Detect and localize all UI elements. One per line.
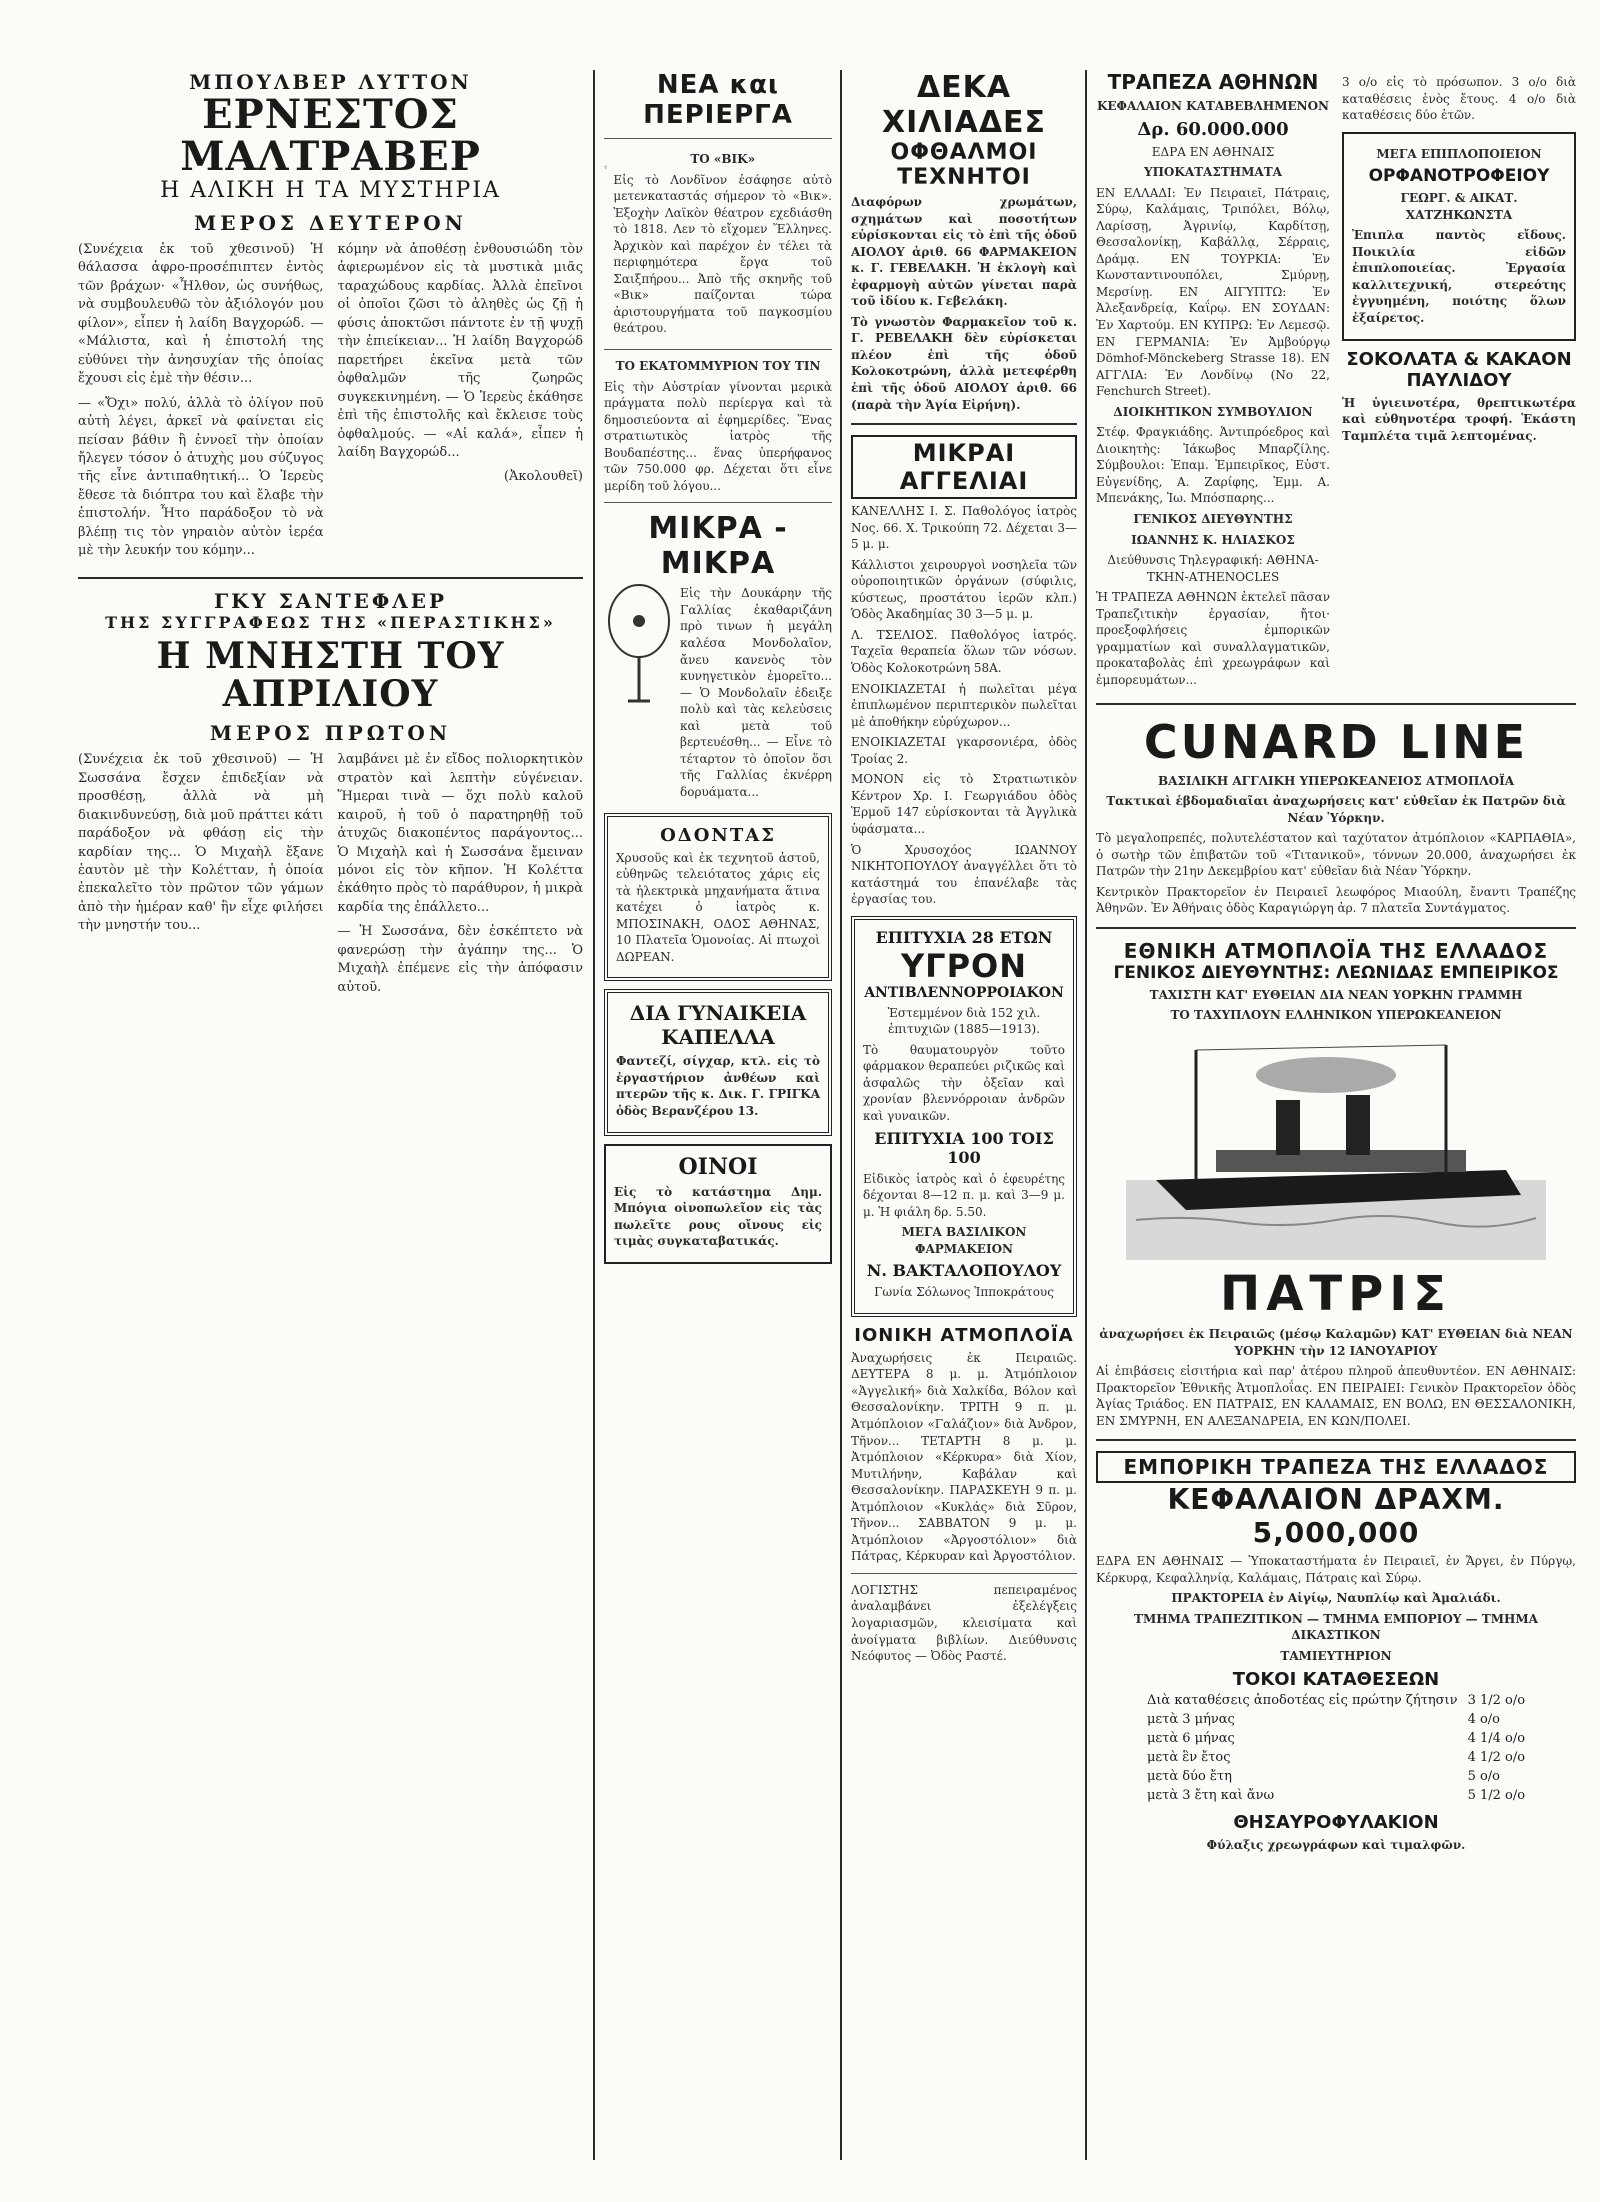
- serial-title: ΕΡΝΕΣΤΟΣ ΜΑΛΤΡΑΒΕΡ: [180, 91, 481, 180]
- ad-subtitle: ΚΕΦΑΛΑΙΟΝ ΚΑΤΑΒΕΒΛΗΜΕΝΟΝ: [1096, 99, 1330, 113]
- cunard-text: Τὸ μεγαλοπρεπές, πολυτελέστατον καὶ ταχύτατον ἀτμόπλοιον «ΚΑΡΠΑΘΙΑ», ὁ σωτὴρ τῶν ἐπιβατῶν τοῦ «Τιτανικοῦ», τόννων 20.000, ἀναχωρήσει ἐκ Πατρῶν τὴν 21ην Δεκεμβρίου κατ' εὐθεῖαν διὰ Νέαν Ὑόρκην.: [1096, 831, 1576, 879]
- divider: [851, 1573, 1077, 1574]
- bank-seat: ΕΔΡΑ ΕΝ ΑΘΗΝΑΙΣ: [1151, 144, 1275, 159]
- emporiki-seat: ΕΔΡΑ ΕΝ ΑΘΗΝΑΙΣ — Ὑποκαταστήματα ἐν Πειραιεῖ, ἐν Ἄργει, ἐν Πύργῳ, Κέρκυρᾳ, Κεφαλληνίᾳ, Καλάμαις, Πάτραις καὶ Σύρῳ.: [1096, 1554, 1576, 1585]
- section-heading: ΓΕΝΙΚΟΣ ΔΙΕΥΘΥΝΤΗΣ: [1133, 512, 1293, 527]
- national-line-sub: ΤΟ ΤΑΧΥΠΛΟΥΝ ΕΛΛΗΝΙΚΟΝ ΥΠΕΡΩΚΕΑΝΕΙΟΝ: [1170, 1008, 1502, 1023]
- ad-title: ΟΡΦΑΝΟΤΡΟΦΕΙΟΥ: [1368, 166, 1550, 187]
- patris-subtitle: ἀναχωρήσει ἐκ Πειραιῶς (μέσῳ Καλαμῶν) ΚΑΤ' ΕΥΘΕΙΑΝ διὰ ΝΕΑΝ ΥΟΡΚΗΝ τὴν 12 ΙΑΝΟΥΑΡΙΟΥ: [1099, 1326, 1573, 1358]
- news-item-text: Εἰς τὴν Αὐστρίαν γίνονται μερικὰ πράγματα πολὺ περίεργα καὶ τὰ δημοσιεύοντα αἱ ἐφημερίδες. Ἕνας στρατιωτικὸς ἰατρὸς τῆς Βουδαπέστης... ἕνας ὑπερήφανος τῶν 750.000 φρ. Δέχεται ὅτι εἶνε μερίδη τοῦ λόγου...: [604, 379, 832, 493]
- interest-rate: 4 1/2 ο/ο: [1467, 1749, 1526, 1765]
- furniture-ad: [1342, 132, 1576, 341]
- author-kicker: ΜΠΟΥΛΒΕΡ ΛΥΤΤΟΝ: [189, 70, 472, 94]
- steamship-illustration: [1126, 1030, 1546, 1260]
- column-rule: [593, 70, 595, 2160]
- interest-term: μετὰ 3 ἔτη καὶ ἄνω: [1146, 1787, 1275, 1803]
- interest-heading: ΤΟΚΟΙ ΚΑΤΑΘΕΣΕΩΝ: [1232, 1668, 1440, 1690]
- author-kicker: ΓΚΥ ΣΑΝΤΕΦΛΕΡ: [213, 588, 448, 613]
- shipping-schedule: Ἀναχωρήσεις ἐκ Πειραιῶς. ΔΕΥΤΕΡΑ 8 μ. μ. Ἀτμόπλοιον «Ἀγγελική» διὰ Χαλκίδα, Βόλον καὶ Θεσσαλονίκην. ΤΡΙΤΗ 9 π. μ. Ἀτμόπλοιον «Γαλάζιον» διὰ Ἀνδρον, Τῆνον... ΤΕΤΑΡΤΗ 8 μ. μ. Ἀτμόπλοιον «Κέρκυρα» διὰ Χίον, Μυτιλήνην, Καβάλαν καὶ Θεσσαλονίκην. ΠΑΡΑΣΚΕΥΗ 9 π. μ. Ἀτμόπλοιον «Κυκλάς» διὰ Σῦρον, Τῆνον... ΣΑΒΒΑΤΟΝ 9 μ. μ. Ἀτμόπλοιον «Ἀργοστόλιον» διὰ Πάτρας, Κέρκυραν καὶ Ἀργοστόλιον.: [851, 1350, 1077, 1564]
- shipping-title: ΙΟΝΙΚΗ ΑΤΜΟΠΛΟΪΑ: [854, 1324, 1074, 1346]
- bank-and-ads: [1096, 70, 1576, 693]
- author-note: ΤΗΣ ΣΥΓΓΡΑΦΕΩΣ ΤΗΣ «ΠΕΡΑΣΤΙΚΗΣ»: [105, 612, 556, 632]
- bank-capital: Δρ. 60.000.000: [1137, 118, 1289, 140]
- ad-text: Εἰς τὸ κατάστημα Δημ. Μπόγια οἰνοπωλεῖον εἰς τὰς πωλεῖτε ρους οἴνους εἰς τιμὰς συγκαταβατικάς.: [614, 1184, 822, 1249]
- divider: [604, 502, 832, 503]
- national-line-title: ΕΘΝΙΚΗ ΑΤΜΟΠΛΟΪΑ ΤΗΣ ΕΛΛΑΔΟΣ: [1123, 938, 1549, 963]
- column-rule: [1085, 70, 1087, 2160]
- news-item-title: ΤΟ ΕΚΑΤΟΜΜΥΡΙΟΝ ΤΟΥ ΤΙΝ: [615, 359, 821, 374]
- classified-item: ΕΝΟΙΚΙΑΖΕΤΑΙ ἡ πωλεῖται μέγα ἐπιπλωμένον περιπτερικὸν πωλεῖται μὲ ἀποθήκην εὐρύχωρον...: [851, 681, 1077, 729]
- news-item: [604, 581, 832, 804]
- emporiki-agencies: ΠΡΑΚΤΟΡΕΙΑ ἐν Αἰγίῳ, Ναυπλίῳ καὶ Ἀμαλιάδι.: [1171, 1591, 1501, 1606]
- ad-title: ΔΕΚΑ ΧΙΛΙΑΔΕΣ: [881, 70, 1047, 140]
- news-column: [604, 70, 832, 1272]
- ad-title: ΟΔΟΝΤΑΣ: [660, 824, 776, 846]
- interest-rate: 4 1/4 ο/ο: [1467, 1730, 1526, 1746]
- wine-ad: [604, 1144, 832, 1264]
- ads-column: [851, 70, 1077, 1669]
- interest-table: [1141, 1690, 1531, 1806]
- ad-title: ΟΙΝΟΙ: [678, 1153, 758, 1180]
- interest-rate: 4 ο/ο: [1467, 1711, 1500, 1727]
- cunard-title: CUNARD LINE: [1143, 714, 1529, 769]
- pharmacy-address: Γωνία Σόλωνος Ἱπποκράτους: [874, 1285, 1054, 1300]
- divider: [78, 577, 583, 579]
- cunard-agent: Κεντρικὸν Πρακτορεῖον ἐν Πειραιεῖ λεωφόρος Μιαούλη, ἔναντι Τραπέζης Ἀθηνῶν. Ἐν Ἀθήναις ὁδὸς Καραγιώργη ἀρ. 7 πλατεῖα Συντάγματος.: [1096, 884, 1576, 916]
- ad-text: Φαντεζί, σίγχαρ, κτλ. εἰς τὸ ἐργαστήριον ἀνθέων καὶ πτερῶν τῆς κ. Δικ. Γ. ΓΡΙΓΚΑ ὁδὸς Βερανζέρου 13.: [616, 1054, 820, 1118]
- bank-director: ΙΩΑΝΝΗΣ Κ. ΗΛΙΑΣΚΟΣ: [1131, 532, 1295, 547]
- serial-body: [78, 235, 583, 567]
- lamp-icon: [604, 147, 607, 187]
- serial-paragraph: — Ἡ Σωσσάνα, δὲν ἐσκέπτετο νὰ φανερώσῃ τὴν ἀγάπην της... Ὁ Μιχαὴλ ἐπέμενε εἰς τὴν ἀπόφασιν αὐτοῦ.: [337, 924, 583, 995]
- ad-text: Ἐπιπλα παντὸς εἴδους. Ποικιλία εἰδῶν ἐπιπλοποιείας. Ἐργασία καλλιτεχνική, στερεότης ἐγγυημένη, ποιότης ὅλων ἐξαίρετος.: [1352, 228, 1566, 326]
- serial-paragraph: (Συνέχεια ἐκ τοῦ χθεσινοῦ) — Ἡ Σωσσάνα ἔσχεν ἐπιδεξίαν νὰ προσθέσῃ, ἀλλὰ νὰ μὴ διακινδυνεύσῃ, διὰ μοῦ πράττει κάτι παράδοξον νὰ φθάσῃ εἰς τὴν καρδίαν της... Ὁ Μιχαὴλ ἔξανε ἑαυτὸν μὲ τὴν Κολέτταν, ἡ ὁποία ἐπεκαλεῖτο τὸν πρῶτον τῶν γάμων ἀπὸ τὴν ἡμέραν καθ' ἣν εἶχε φιλήσει τὴν μνηστήν του...: [78, 752, 324, 934]
- ad-text: Τὸ γνωστὸν Φαρμακεῖον τοῦ κ. Γ. ΡΕΒΕΛΑΚΗ δὲν εὑρίσκεται πλέον ἐπὶ τῆς ὁδοῦ Κολοκοτρώνη, ἀλλὰ μετεφέρθη ἐπὶ τῆς ὁδοῦ ΑΙΟΛΟΥ ἀριθ. 66 (παρὰ τὴν Ἁγία Εἰρήνη).: [851, 314, 1077, 412]
- interest-term: μετὰ 6 μήνας: [1146, 1730, 1235, 1746]
- section-heading: ΥΠΟΚΑΤΑΣΤΗΜΑΤΑ: [1144, 165, 1282, 180]
- ad-text: Τὸ θαυματουργὸν τοῦτο φάρμακον θεραπεύει ριζικῶς καὶ ἀσφαλῶς τὴν ὀξεῖαν καὶ χρονίαν βλεννόρροιαν ἀνδρῶν καὶ γυναικῶν.: [863, 1042, 1065, 1123]
- ad-text: Χρυσοῦς καὶ ἐκ τεχνητοῦ ἀστοῦ, εὐθηνῶς τελειότατος χάρις εἰς τὰ ἠλεκτρικὰ μηχανήματα ἅτινα κατέχει ὁ ἰατρὸς κ. ΜΠΟΣΙΝΑΚΗ, ΟΔΟΣ ΑΘΗΝΑΣ, 10 Πλατεῖα Ὁμονοίας. Αἱ πτωχοὶ ΔΩΡΕΑΝ.: [616, 850, 820, 964]
- classified-item: Κάλλιστοι χειρουργοὶ νοσηλεῖα τῶν οὐροποιητικῶν ὀργάνων (σύφιλις, κύστεως, προστάτου ἱερῶν κλπ.) Ὁδὸς Ἀκαδημίας 30 3—5 μ. μ.: [851, 557, 1077, 622]
- divider: [1096, 927, 1576, 929]
- news-item-text: Εἰς τὴν Δουκάρην τῆς Γαλλίας ἐκαθαριζάνη πρὸ τινων ἡ μεγάλη καλέσα Μονδολαῖον, ἄνευ κανενὸς τὸν κυνηγετικὸν ἐμορεῖτο... — Ὁ Μονδολαῖν ἐδειξε πολὺ καὶ τὰς κελεὐσεις καὶ μετὰ τοῦ βερτευέσθη... — Εἶνε τὸ τέταρτον τὸ ὁποῖον ὅσι τῆς Γαλλίας ἐκνέρρη δορυάματα...: [680, 586, 832, 799]
- interest-row: [1143, 1749, 1529, 1766]
- emporiki-capital: ΚΕΦΑΛΑΙΟΝ ΔΡΑΧΜ. 5,000,000: [1167, 1483, 1505, 1550]
- continued-note: (Ἀκολουθεῖ): [503, 469, 583, 485]
- interest-term: μετὰ δύο ἔτη: [1146, 1768, 1232, 1784]
- serial-title: Η ΜΝΗΣΤΗ ΤΟΥ ΑΠΡΙΛΙΟΥ: [156, 634, 505, 715]
- ad-title: ΣΟΚΟΛΑΤΑ & ΚΑΚΑΟΝ: [1346, 348, 1572, 370]
- emporiki-savings: ΤΑΜΙΕΥΤΗΡΙΟΝ: [1280, 1648, 1392, 1663]
- serial-paragraph: (Συνέχεια ἐκ τοῦ χθεσινοῦ) Ἡ θάλασσα ἀφρο-προσέπιπτεν ἐντὸς τῶν βράχων· «Ἦλθον, ὡς συνήθως, νὰ συμβουλευθῶ τὸν ἀξιόλογόν μου φίλον», εἶπεν ἡ λαίδη Βαγχορώδ. — «Μάλιστα, καὶ ἡ ἐπιστολή της εὐθύνει τὴν ἀνησυχίαν τῆς ὁποίας ἔχουσι εἰς ἐμὲ τὴν θέσιν...: [78, 242, 324, 387]
- part-heading: ΜΕΡΟΣ ΠΡΩΤΟΝ: [209, 721, 452, 746]
- bank-board: Στέφ. Φραγκιάδης. Ἀντιπρόεδρος καὶ Διοικητὴς: Ἰάκωβος Μπαρζίλης. Σύμβουλοι: Ἐπαμ. Ἐμπειρῖκος, Εὐστ. Εὐγενίδης, Α. Ζαρίφης, Ἐμμ. Α. Μπενάκης, Ἰω. Μπόσπαρης...: [1096, 425, 1330, 506]
- classifieds-title: ΜΙΚΡΑΙ ΑΓΓΕΛΙΑΙ: [851, 435, 1077, 499]
- peacock-illustration: [604, 581, 674, 711]
- ad-kicker: ΕΠΙΤΥΧΙΑ 28 ΕΤΩΝ: [875, 927, 1053, 947]
- patris-text: Αἱ ἐπιβάσεις εἰσιτήρια καὶ παρ' ἀτέρου πληροῦ ἀπευθυντέον. ΕΝ ΑΘΗΝΑΙΣ: Πρακτορεῖον Ἐθνικῆς Ἀτμοπλοΐας. ΕΝ ΠΕΙΡΑΙΕΙ: Γενικὸν Πρακτορεῖον ὁδὸς Ἀγίας Τριάδος. ΕΝ ΠΑΤΡΑΙΣ, ΕΝ ΚΑΛΑΜΑΙΣ, ΕΝ ΒΟΛΩ, ΕΝ ΘΕΣΣΑΛΟΝΙΚΗ, ΕΝ ΣΜΥΡΝΗ, ΕΝ ΑΛΕΞΑΝΔΡΕΙΑ, ΕΝ ΚΩΝ/ΠΟΛΕΙ.: [1096, 1364, 1576, 1428]
- bank-rates: 3 ο/ο εἰς τὸ πρόσωπον. 3 ο/ο διὰ καταθέσεις ἑνὸς ἔτους. 4 ο/ο διὰ καταθέσεις δύο ἐτῶν.: [1342, 75, 1576, 123]
- serial-paragraph: κόμην νὰ ἀποθέσῃ ἐνθουσιώδη τὸν ἀφιερωμένον εἰς τὰ μυστικὰ μιᾶς ταραχώδους καρδίας. Ἀλλὰ ἐπεῖνοι οἱ ὁποῖοι ζῶσι τὸ ἀληθὲς ὡς ζῇ ἡ φύσις ἀποκτῶσι πάντοτε ἐν τῇ ψυχῇ τὴν ἐπιείκειαν... Ἡ λαίδη Βαγχορώδ παρετήρει ἐκεῖνα μετὰ τῶν ὀφθαλμῶν τῆς ζωηρῶς συγκεκινημένη. — Ὁ Ἰερεὺς ἐκάθησε ἐπὶ τῆς ἐπιστολῆς καὶ ἔκλεισε τοὺς ὀφθαλμούς. — «Αἱ καλά», εἶπεν ἡ λαίδη Βαγχορώδ...: [337, 242, 583, 460]
- national-line-director: ΓΕΝΙΚΟΣ ΔΙΕΥΘΥΝΤΗΣ: ΛΕΩΝΙΔΑΣ ΕΜΠΕΙΡΙΚΟΣ: [1113, 962, 1559, 983]
- serial-body: [78, 745, 583, 1003]
- ad-title: ΥΓΡΟΝ: [901, 946, 1027, 985]
- ad-text: Εἰδικὸς ἰατρὸς καὶ ὁ ἐφευρέτης δέχονται 8—12 π. μ. καὶ 3—9 μ. μ. Ἡ φιάλη δρ. 5.50.: [863, 1171, 1065, 1219]
- classified-item: ΛΟΓΙΣΤΗΣ πεπειραμένος ἀναλαμβάνει ἐξελέγξεις λογαριασμῶν, κλεισίματα καὶ ἀνοίγματα βιβλίων. Διεύθυνσις Νεόφυτος — Ὀδὸς Ραστέ.: [851, 1582, 1077, 1664]
- ad-text: Ἐστεμμένον διὰ 152 χιλ. ἐπιτυχιῶν (1885—1913).: [887, 1005, 1041, 1037]
- classified-item: Λ. ΤΣΕΛΙΟΣ. Παθολόγος ἰατρός. Ταχεῖα θεραπεία ὅλων τῶν νόσων. Ὁδὸς Κολοκοτρώνη 58Α.: [851, 627, 1077, 676]
- interest-term: μετὰ ἓν ἔτος: [1146, 1749, 1231, 1765]
- ad-subtitle: ΑΝΤΙΒΛΕΝΝΟΡΡΟΙΑΚΟΝ: [864, 984, 1064, 1001]
- dentist-ad: [604, 813, 832, 982]
- ad-text: Διαφόρων χρωμάτων, σχημάτων καὶ ποσοτήτων εὑρίσκονται εἰς τὸ ἐπὶ τῆς ὁδοῦ ΑΙΟΛΟΥ ἀριθ. 66 ΦΑΡΜΑΚΕΙΟΝ κ. Γ. ΓΕΒΕΛΑΚΗ. Ἡ ἐκλογὴ καὶ ἐφαρμογὴ αὐτῶν γίνεται παρὰ τοῦ ἰδίου κ. Γεβελάκη.: [851, 195, 1077, 309]
- bank-athens-ad: [1096, 70, 1330, 693]
- news-item: [604, 147, 832, 341]
- interest-rate: 5 ο/ο: [1467, 1768, 1500, 1784]
- interest-term: μετὰ 3 μήνας: [1146, 1711, 1235, 1727]
- ad-title: ΔΙΑ ΓΥΝΑΙΚΕΙΑ ΚΑΠΕΛΛΑ: [629, 1001, 807, 1050]
- bank-branches: ΕΝ ΕΛΛΑΔΙ: Ἐν Πειραιεῖ, Πάτραις, Σύρῳ, Καλάμαις, Τριπόλει, Βόλῳ, Λαρίσσῃ, Ἀγρινίῳ, Καρδίτσῃ, Θεσσαλονίκῃ, Καβάλλᾳ, Σέρραις, Δράμᾳ. ΕΝ ΤΟΥΡΚΙΑ: Ἐν Κωνσταντινουπόλει, Σμύρνῃ, Μερσίνῃ. ΕΝ ΑΙΓΥΠΤΩ: Ἐν Ἀλεξανδρείᾳ, Καΐρῳ. ΕΝ ΣΟΥΔΑΝ: Ἐν Χαρτούμ. ΕΝ ΚΥΠΡΩ: Ἐν Λεμεσῷ. ΕΝ ΓΕΡΜΑΝΙΑ: Ἐν Ἀμβούργῳ Dömhof-Mönckeberg Strasse 18). ΕΝ ΑΓΓΛΙΑ: Ἐν Λονδίνῳ (No 22, Fenchurch Street).: [1096, 185, 1330, 399]
- news-item-title: ΤΟ «ΒΙΚ»: [690, 152, 756, 166]
- patris-title: ΠΑΤΡΙΣ: [1220, 1265, 1452, 1322]
- interest-rate: 5 1/2 ο/ο: [1467, 1787, 1526, 1803]
- news-header: ΝΕΑ και ΠΕΡΙΕΡΓΑ: [643, 70, 793, 130]
- ad-text: Ἡ ὑγιεινοτέρα, θρεπτικωτέρα καὶ εὐθηνοτέρα τροφή. Ἑκάστη Ταμπλέτα τιμᾶ λεπτομένας.: [1342, 395, 1576, 443]
- serial-paragraph: λαμβάνει μὲ ἐν εἴδος πολιορκητικὸν στρατὸν καὶ λεπτὴν εὐγένειαν. Ἥμεραι τινὰ — ὅχι πολὺ καλοῦ καιροῦ, ἡ τοῦ ὁ παρατηρηθῇ τοῦ ἀτυχῶς διακοπέντος παράγοντος... Ὁ Μιχαὴλ καὶ ἡ Σωσσάνα ἔμειναν μόνοι εἰς τὸν κῆπον. Ἡ Κολέττα ἐκάθητο πρὸς τὸ παράθυρον, ἡ μικρὰ καρδία της ἐπάλλετο...: [337, 752, 583, 915]
- ad-title: ΤΡΑΠΕΖΑ ΑΘΗΝΩΝ: [1107, 70, 1319, 94]
- interest-term: Διὰ καταθέσεις ἀποδοτέας εἰς πρώτην ζήτησιν: [1146, 1692, 1458, 1708]
- cunard-subtitle: ΒΑΣΙΛΙΚΗ ΑΓΓΛΙΚΗ ΥΠΕΡΩΚΕΑΝΕΙΟΣ ΑΤΜΟΠΛΟΪΑ: [1157, 773, 1515, 788]
- classified-item: ΚΑΝΕΛΛΗΣ Ι. Σ. Παθολόγος ἰατρὸς Νος. 66. Χ. Τρικούπη 72. Δέχεται 3—5 μ. μ.: [851, 504, 1077, 552]
- vault-title: ΘΗΣΑΥΡΟΦΥΛΑΚΙΟΝ: [1233, 1811, 1439, 1833]
- news-item-text: Εἰς τὸ Λονδῖνον ἐσάφησε αὐτὸ μετενκαταστάς σήμερον τὸ «Βικ». Ἐξοχὴν Λαϊκὸν θέατρον εχεδιάσθη τὸ 1818. Λεν τὸ εἴχομεν Ἕλληνες. Ἀρχικὸν καὶ παρέχον ἐν τέλει τὰ περιφημότερα ἔργα τοῦ Σαιξπήρου... Ἀπὸ τῆς σκηνῆς τοῦ «Βικ» παίζονται τώρα ἀριστουργήματα τοῦ παγκοσμίου θεάτρου.: [613, 172, 832, 336]
- misc-ads: [1342, 70, 1576, 693]
- ad-brand: ΠΑΥΛΙΔΟΥ: [1406, 369, 1512, 391]
- divider: [604, 138, 832, 139]
- divider: [604, 349, 832, 350]
- emporiki-title: ΕΜΠΟΡΙΚΗ ΤΡΑΠΕΖΑ ΤΗΣ ΕΛΛΑΔΟΣ: [1096, 1451, 1576, 1483]
- cunard-line: Τακτικαὶ ἑβδομαδιαῖαι ἀναχωρήσεις κατ' εὐθεῖαν ἐκ Πατρῶν διὰ Νέαν Ὑόρκην.: [1106, 794, 1566, 825]
- ad-subtitle: ΟΦΘΑΛΜΟΙ ΤΕΧΝΗΤΟΙ: [890, 140, 1038, 190]
- national-line-sub: ΤΑΧΙΣΤΗ ΚΑΤ' ΕΥΘΕΙΑΝ ΔΙΑ ΝΕΑΝ ΥΟΡΚΗΝ ΓΡΑΜΜΗ: [1149, 987, 1523, 1002]
- part-heading: ΜΕΡΟΣ ΔΕΥΤΕΡΟΝ: [194, 211, 467, 235]
- serial-column: [78, 70, 583, 1003]
- interest-row: [1143, 1787, 1529, 1804]
- interest-row: [1143, 1768, 1529, 1785]
- pharmacy-name: ΜΕΓΑ ΒΑΣΙΛΙΚΟΝ ΦΑΡΜΑΚΕΙΟΝ: [901, 1225, 1027, 1256]
- pharmacist-name: Ν. ΒΑΚΤΑΛΟΠΟΥΛΟΥ: [866, 1261, 1062, 1281]
- news-item-title: ΜΙΚΡΑ - ΜΙΚΡΑ: [648, 511, 788, 582]
- section-heading: ΔΙΟΙΚΗΤΙΚΟΝ ΣΥΜΒΟΥΛΙΟΝ: [1113, 404, 1313, 419]
- divider: [1096, 703, 1576, 705]
- divider: [851, 423, 1077, 425]
- ad-kicker: ΜΕΓΑ ΕΠΙΠΛΟΠΟΙΕΙΟΝ: [1376, 146, 1542, 161]
- vault-text: Φύλαξις χρεωγράφων καὶ τιμαλφῶν.: [1206, 1837, 1466, 1852]
- interest-rate: 3 1/2 ο/ο: [1467, 1692, 1526, 1708]
- bank-text: Ἡ ΤΡΑΠΕΖΑ ΑΘΗΝΩΝ ἐκτελεῖ πᾶσαν Τραπεζιτικὴν ἐργασίαν, ἤτοι· προεξοφλήσεις ἐμπορικῶν γραμματίων καὶ συναλλαγματικῶν, προκαταβολὰς ἐπὶ χρεωγράφων καὶ ἐμπορευμάτων...: [1096, 590, 1330, 687]
- medicine-ad: [851, 916, 1077, 1317]
- emporiki-departments: ΤΜΗΜΑ ΤΡΑΠΕΖΙΤΙΚΟΝ — ΤΜΗΜΑ ΕΜΠΟΡΙΟΥ — ΤΜΗΜΑ ΔΙΚΑΣΤΙΚΟΝ: [1134, 1611, 1538, 1643]
- hats-ad: [604, 989, 832, 1135]
- serial-paragraph: — «Ὄχι» πολύ, ἀλλὰ τὸ ὀλίγον ποῦ αὐτὴ λέγει, ἀρκεῖ νὰ φαίνεται εἰς πείσαν βάθιν ἢ ἐννοεῖ τὴν ὁποίαν ἤλεγεν τόσον ὁ ἀτυχὴς μου σύζυγος τῆς εἶνε ἀντιπαθητική... Ὁ Ἰερεὺς ἔθεσε τὰ διόπτρα του καὶ ἔλαβε τὴν ἐπιστολήν. Ἦτο παράδοξον τὸ νὰ βλέπῃ τις τὸν γηραιὸν αὐτὸν ἱερέα μὲ τὴν λευκήν του κόμην...: [78, 395, 324, 559]
- right-column: [1096, 70, 1576, 1857]
- column-rule: [840, 70, 842, 2160]
- interest-row: [1143, 1692, 1529, 1709]
- bank-telegraph: Διεύθυνσις Τηλεγραφική: ΑΘΗΝΑ-ΤΚΗΝ-ΑΤΗΕΝΟCLES: [1107, 553, 1319, 584]
- serial-subtitle: Η ΑΛΙΚΗ Η ΤΑ ΜΥΣΤΗΡΙΑ: [160, 178, 501, 203]
- interest-row: [1143, 1711, 1529, 1728]
- interest-row: [1143, 1730, 1529, 1747]
- classified-item: ΕΝΟΙΚΙΑΖΕΤΑΙ γκαρσονιέρα, ὁδὸς Τροίας 2.: [851, 735, 1077, 766]
- ad-names: ΓΕΩΡΓ. & ΑΙΚΑΤ. ΧΑΤΖΗΚΩΝΣΤΑ: [1400, 191, 1518, 222]
- ad-kicker: ΕΠΙΤΥΧΙΑ 100 ΤΟΙΣ 100: [874, 1128, 1054, 1167]
- divider: [1096, 1439, 1576, 1441]
- classified-item: Ὁ Χρυσοχόος ΙΩΑΝΝΟΥ ΝΙΚΗΤΟΠΟΥΛΟΥ ἀναγγέλλει ὅτι τὸ κατάστημά του ἐπανέλαβε τὰς ἐργασίας του.: [851, 842, 1077, 907]
- classified-item: ΜΟΝΟΝ εἰς τὸ Στρατιωτικὸν Κέντρον Χρ. Ι. Γεωργιάδου ὁδὸς Ἑρμοῦ 147 εὑρίσκονται τὰ Ἀγγλικὰ ὑφάσματα...: [851, 772, 1077, 836]
